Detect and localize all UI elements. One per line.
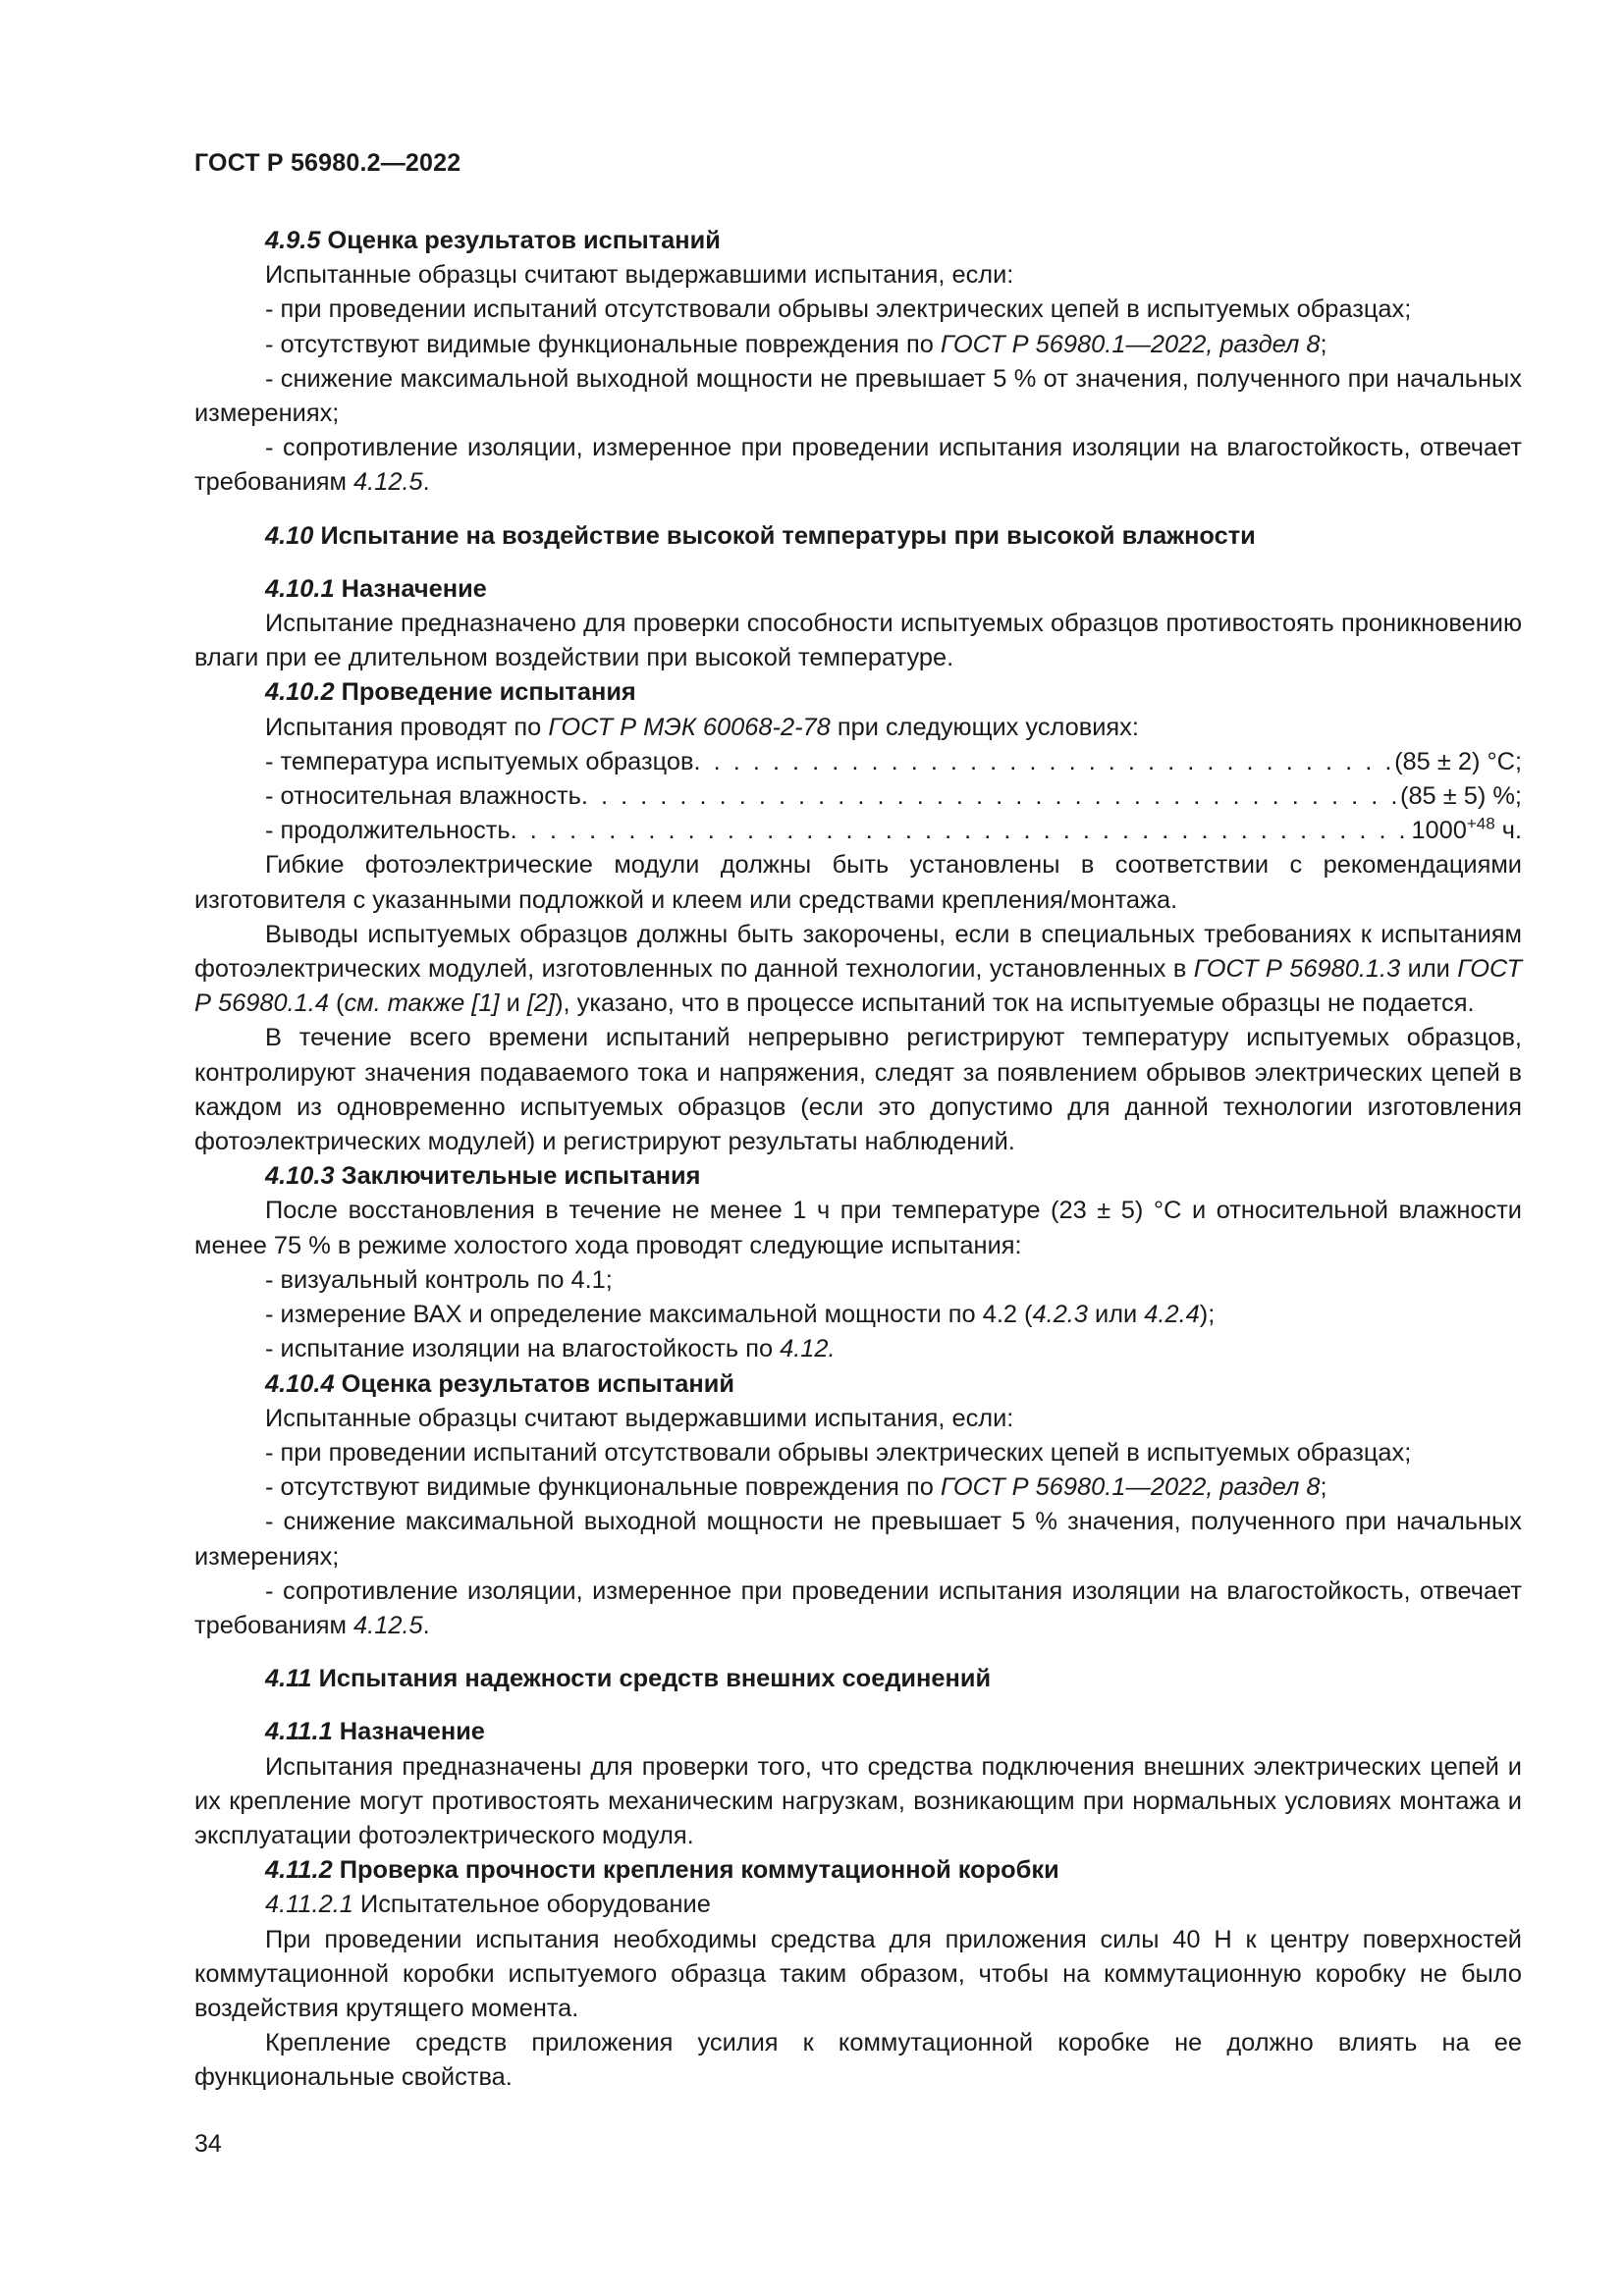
reference: 4.12.5 (353, 1611, 423, 1639)
section-number: 4.11.1 (265, 1718, 333, 1746)
section-number: 4.10.1 (265, 574, 335, 603)
subsection-heading (194, 1715, 1522, 1749)
paragraph: Испытания проводят по ГОСТ Р МЭК 60068-2-78 при следующих условиях: (265, 713, 1139, 741)
reference: ГОСТ Р 56980.1—2022, раздел 8 (940, 1473, 1321, 1502)
section-title: Заключительные испытания (341, 1162, 701, 1191)
reference: 4.12.5 (353, 468, 423, 497)
section-title: Оценка результатов испытаний (327, 227, 721, 254)
section-heading (194, 519, 1522, 554)
list-item: - при проведении испытаний отсутствовали обрывы электрических цепей в испытуемых образцах; (265, 1438, 1412, 1467)
condition-value: (85 ± 5) %; (1399, 782, 1522, 811)
section-number: 4.10.4 (265, 1369, 335, 1398)
condition-row (194, 779, 1522, 814)
paragraph: После восстановления в течение не менее 1 ч при температуре (23 ± 5) °С и относительной влажности менее 75 % в режиме холостого хода проводят следующие испытания: (194, 1197, 1522, 1259)
reference: см. также [1] (344, 989, 500, 1018)
section-heading (194, 1662, 1522, 1696)
section-heading (194, 224, 1522, 258)
condition-row (194, 745, 1522, 779)
reference: [2] (526, 989, 556, 1018)
section-number: 4.11.2 (265, 1856, 333, 1885)
subsection-heading (194, 1159, 1522, 1194)
section-title: Проверка прочности крепления коммутационной коробки (339, 1856, 1059, 1885)
section-number: 4.9.5 (265, 227, 321, 254)
document-header: ГОСТ Р 56980.2—2022 (194, 149, 461, 177)
subsection-heading (194, 675, 1522, 710)
paragraph: Выводы испытуемых образцов должны быть закорочены, если в специальных требованиях к испытаниям фотоэлектрических модулей, изготовленных по данной технологии, установленных в ГОСТ Р 56980.1.3 или ГОСТ Р 56980.1.4 (см. также [1] и [2]), указано, что в процессе испытаний ток на испытуемые образцы не подается. (194, 920, 1522, 1018)
section-title: Испытательное оборудование (359, 1891, 711, 1919)
paragraph: Испытания предназначены для проверки того, что средства подключения внешних электрических цепей и их крепление могут противостоять механическим нагрузкам, возникающим при нормальных условиях монтажа и эксплуатации фотоэлектрического модуля. (194, 1752, 1522, 1849)
paragraph: В течение всего времени испытаний непрерывно регистрируют температуру испытуемых образцов, контролируют значения подаваемого тока и напряжения, следят за появлением обрывов электрических цепей в каждом из одновременно испытуемых образцов (если это допустимо для данной технологии изготовления фотоэлектрических модулей) и регистрируют результаты наблюдений. (194, 1024, 1522, 1156)
tolerance-superscript: +48 (1466, 814, 1495, 833)
paragraph: Испытанные образцы считают выдержавшими испытания, если: (265, 1404, 1014, 1432)
paragraph: Гибкие фотоэлектрические модули должны быть установлены в соответствии с рекомендациями изготовителя с указанными подложкой и клеем или средствами крепления/монтажа. (194, 851, 1522, 914)
section-number: 4.10.3 (265, 1162, 335, 1191)
reference: 4.2.4 (1144, 1301, 1200, 1329)
condition-value: $1000^{+48}$ ч. (1411, 814, 1522, 845)
reference: 4.2.3 (1032, 1301, 1088, 1329)
list-item: - визуальный контроль по 4.1; (265, 1265, 613, 1294)
document-body (194, 224, 1522, 2096)
reference: ГОСТ Р 56980.1.3 (1193, 955, 1401, 984)
paragraph: Крепление средств приложения усилия к коммутационной коробке не должно влиять на ее функциональные свойства. (194, 2029, 1522, 2092)
section-number: 4.10 (265, 521, 314, 550)
reference: ГОСТ Р МЭК 60068-2-78 (548, 713, 831, 741)
paragraph: При проведении испытания необходимы средства для приложения силы 40 Н к центру поверхностей коммутационной коробки испытуемого образца таким образом, чтобы на коммутационную коробку не было воздействия крутящего момента. (194, 1925, 1522, 2022)
condition-value: (85 ± 2) °С; (1394, 747, 1522, 775)
section-title: Оценка результатов испытаний (341, 1369, 734, 1398)
list-item: - испытание изоляции на влагостойкость по 4.12. (265, 1335, 836, 1363)
condition-row (194, 814, 1522, 848)
section-number: 4.11 (265, 1665, 312, 1693)
paragraph: Испытание предназначено для проверки способности испытуемых образцов противостоять проникновению влаги при ее длительном воздействии при высокой температуре. (194, 610, 1522, 672)
list-item: - сопротивление изоляции, измеренное при проведении испытания изоляции на влагостойкость, отвечает требованиям 4.12.5. (194, 434, 1522, 497)
section-title: Назначение (341, 574, 487, 603)
condition-label: - продолжительность (265, 817, 511, 845)
page-number: 34 (194, 2130, 222, 2158)
list-item: - сопротивление изоляции, измеренное при проведении испытания изоляции на влагостойкость, отвечает требованиям 4.12.5. (194, 1576, 1522, 1639)
list-item: - при проведении испытаний отсутствовали обрывы электрических цепей в испытуемых образцах; (265, 295, 1412, 324)
subsection-heading (194, 1853, 1522, 1888)
section-title: Испытания надежности средств внешних соединений (318, 1665, 992, 1693)
list-item: - измерение ВАХ и определение максимальной мощности по 4.2 (4.2.3 или 4.2.4); (265, 1301, 1216, 1329)
list-item: - отсутствуют видимые функциональные повреждения по ГОСТ Р 56980.1—2022, раздел 8; (265, 1473, 1327, 1502)
list-item: - отсутствуют видимые функциональные повреждения по ГОСТ Р 56980.1—2022, раздел 8; (265, 330, 1327, 358)
reference: ГОСТ Р 56980.1—2022, раздел 8 (940, 330, 1321, 358)
section-number: 4.10.2 (265, 678, 335, 707)
list-item: - снижение максимальной выходной мощности не превышает 5 % значения, полученного при начальных измерениях; (194, 1508, 1522, 1571)
subsection-heading (194, 1367, 1522, 1402)
subsection-heading (194, 572, 1522, 607)
section-number: 4.11.2.1 (265, 1891, 353, 1919)
paragraph: Испытанные образцы считают выдержавшими испытания, если: (265, 261, 1014, 290)
condition-label: - температура испытуемых образцов (265, 747, 694, 775)
clause-heading (194, 1888, 1522, 1922)
section-title: Испытание на воздействие высокой температуры при высокой влажности (320, 521, 1256, 550)
list-item: - снижение максимальной выходной мощности не превышает 5 % от значения, полученного при начальных измерениях; (194, 364, 1522, 428)
section-title: Назначение (339, 1718, 485, 1746)
condition-label: - относительная влажность (265, 782, 581, 811)
section-title: Проведение испытания (341, 678, 636, 707)
reference: ГОСТ Р 56980.1.4 (194, 955, 1522, 1018)
reference: 4.12. (780, 1335, 836, 1363)
